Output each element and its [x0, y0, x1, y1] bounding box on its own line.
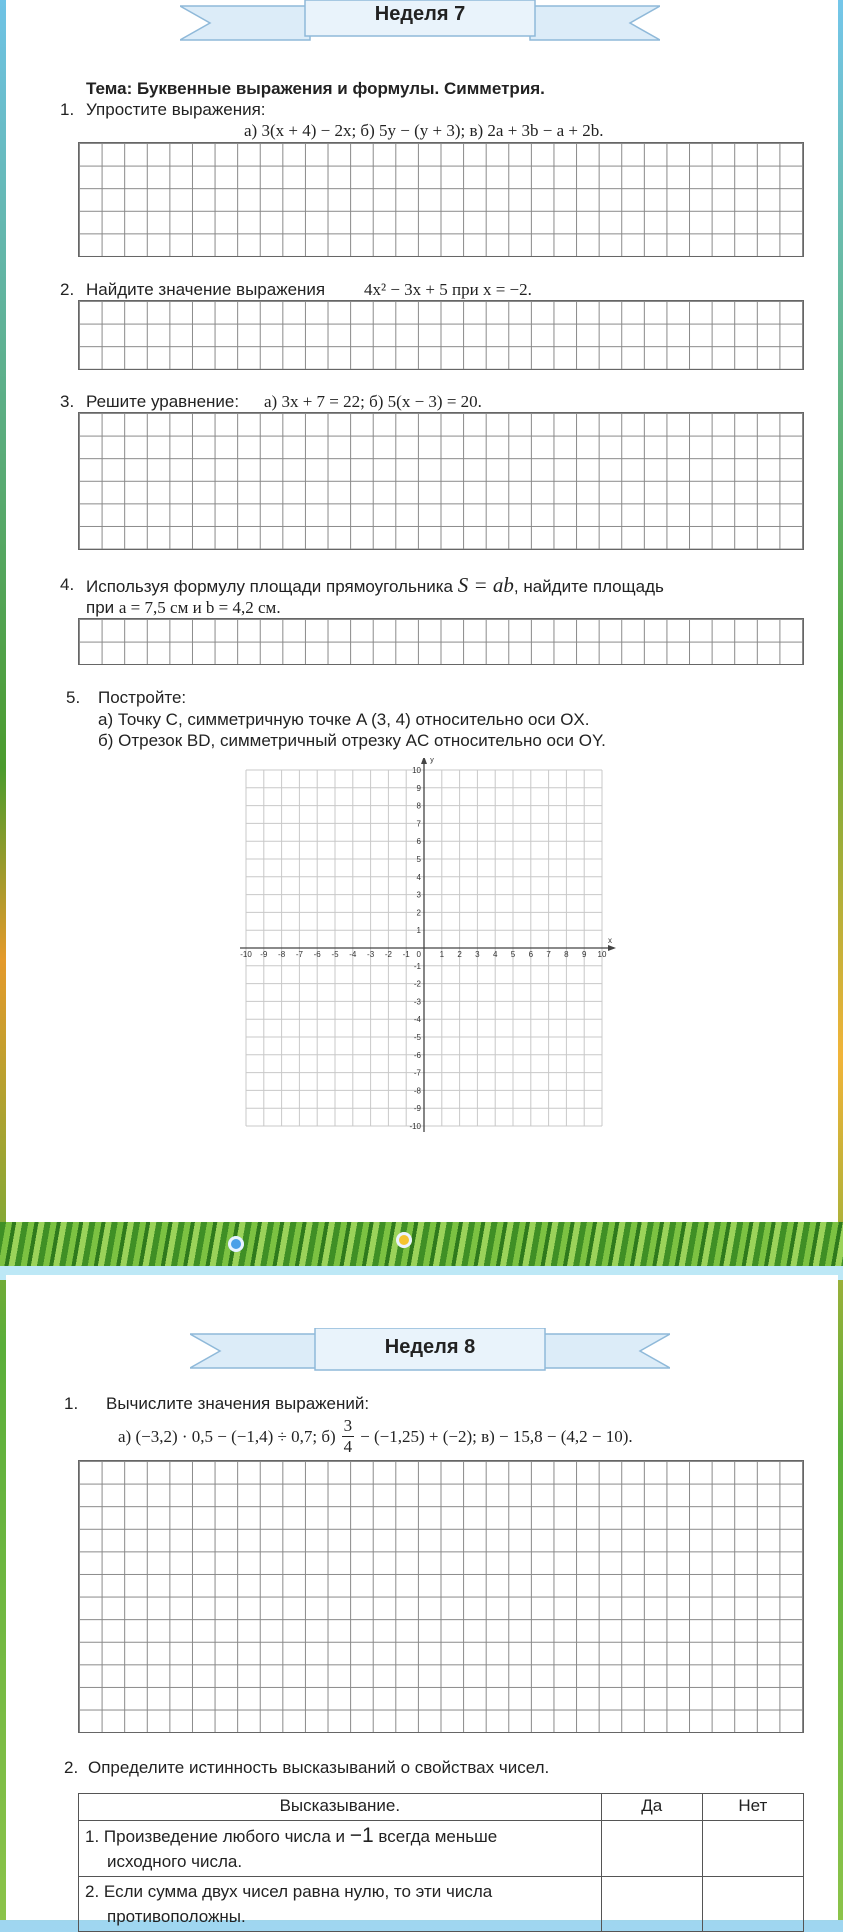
answer-grid-w8-task1[interactable] [78, 1460, 804, 1733]
y-tick-label: 3 [416, 890, 421, 900]
table-row [79, 1877, 804, 1932]
y-tick-label: -8 [413, 1086, 421, 1096]
fraction-numerator: 3 [343, 1416, 353, 1435]
statement-text-a: Если сумма двух чисел равна нулю, то эти числа [103, 1882, 493, 1901]
statement-text-a: Произведение любого числа и [103, 1827, 350, 1846]
x-tick-label: -7 [295, 950, 303, 959]
statement-negative-one: −1 [349, 1824, 374, 1847]
task5-item-b: б) Отрезок BD, симметричный отрезку AC относительно оси OY. [98, 731, 606, 750]
y-tick-label: 8 [416, 801, 421, 811]
y-tick-label: -9 [413, 1104, 421, 1114]
y-tick-label: -3 [413, 997, 421, 1007]
x-tick-label: -1 [402, 950, 410, 959]
statement-text-line2: противоположны. [107, 1907, 246, 1926]
answer-grid-task3[interactable] [78, 412, 804, 550]
x-tick-label: 6 [528, 950, 534, 959]
y-tick-label: 4 [416, 872, 421, 882]
task1-expression: а) 3(x + 4) − 2x; б) 5y − (y + 3); в) 2a + 3b − a + 2b. [244, 121, 604, 140]
x-tick-label: -5 [331, 950, 339, 959]
y-tick-label: -7 [413, 1068, 421, 1078]
x-tick-label: -6 [313, 950, 321, 959]
origin-label: 0 [416, 950, 421, 959]
x-tick-label: 8 [564, 950, 569, 959]
x-tick-label: -8 [278, 950, 286, 959]
statement-number: 1. [85, 1827, 100, 1846]
week7-topic: Тема: Буквенные выражения и формулы. Симметрия. [86, 79, 545, 98]
task3-text: Решите уравнение: [86, 392, 240, 411]
y-axis-arrow [421, 758, 427, 764]
statement-text-line2: исходного числа. [107, 1852, 243, 1871]
w8-task1-expression [118, 1416, 633, 1457]
task4-line2 [86, 598, 281, 618]
flower-decoration [396, 1232, 412, 1248]
w8-task1-expr-b: − (−1,25) + (−2); в) − 15,8 − (4,2 − 10). [360, 1426, 633, 1446]
x-tick-label: 1 [439, 950, 445, 959]
task4-text-part1: Используя формулу площади прямоугольника [86, 577, 453, 596]
coordinate-plane[interactable] [240, 758, 620, 1140]
table-row [79, 1821, 804, 1877]
y-axis-label: y [430, 758, 434, 764]
statement-text-b: всегда меньше [373, 1827, 498, 1846]
x-tick-label: -3 [367, 950, 375, 959]
y-tick-label: -10 [409, 1122, 421, 1131]
statements-table [78, 1793, 804, 1932]
week8-title: Неделя 8 [384, 1336, 476, 1358]
no-cell[interactable] [702, 1821, 803, 1877]
table-header-row [79, 1794, 804, 1821]
task2-text: Найдите значение выражения [86, 280, 326, 299]
statement-cell [79, 1877, 602, 1932]
task4-text [86, 573, 664, 598]
x-tick-label: -2 [384, 950, 392, 959]
x-tick-label: -4 [349, 950, 357, 959]
header-yes: Да [601, 1794, 702, 1821]
task5-item-a: а) Точку C, симметричную точке A (3, 4) относительно оси OX. [98, 710, 590, 729]
w8-task2-text: Определите истинность высказываний о свойствах чисел. [88, 1758, 550, 1777]
task5-number: 5. [66, 688, 81, 707]
y-tick-label: 7 [416, 819, 421, 829]
task4-text-part2: , найдите площадь [513, 577, 664, 596]
w8-task1-fraction [342, 1416, 355, 1457]
y-tick-label: -1 [413, 961, 421, 971]
x-tick-label: -10 [240, 950, 252, 959]
x-axis-arrow [608, 945, 616, 951]
yes-cell[interactable] [601, 1877, 702, 1932]
answer-grid-task1[interactable] [78, 142, 804, 257]
y-tick-label: 6 [416, 837, 421, 847]
task1-number: 1. [60, 100, 75, 119]
y-tick-label: 9 [416, 783, 421, 793]
task3-expression: а) 3x + 7 = 22; б) 5(x − 3) = 20. [264, 392, 482, 411]
x-tick-label: -9 [260, 950, 268, 959]
y-tick-label: -6 [413, 1050, 421, 1060]
x-tick-label: 9 [581, 950, 587, 959]
y-tick-label: -5 [413, 1033, 421, 1042]
task4-number: 4. [60, 575, 75, 594]
task3-number: 3. [60, 392, 75, 411]
statement-number: 2. [85, 1882, 100, 1901]
task1-text: Упростите выражения: [86, 100, 266, 119]
x-tick-label: 5 [510, 950, 516, 959]
task4-line2-prefix: при [86, 598, 115, 617]
fraction-denominator: 4 [343, 1437, 353, 1456]
y-tick-label: -4 [413, 1015, 421, 1025]
x-tick-label: 2 [457, 950, 462, 959]
answer-grid-task4[interactable] [78, 618, 804, 665]
task4-formula: S = ab [457, 573, 514, 597]
no-cell[interactable] [702, 1877, 803, 1932]
yes-cell[interactable] [601, 1821, 702, 1877]
w8-task1-number: 1. [64, 1394, 79, 1413]
x-axis-label: x [608, 936, 612, 945]
x-tick-label: 10 [597, 950, 607, 959]
statement-cell [79, 1821, 602, 1877]
w8-task2-number: 2. [64, 1758, 79, 1777]
x-tick-label: 7 [546, 950, 551, 959]
task2-number: 2. [60, 280, 75, 299]
w8-task1-text: Вычислите значения выражений: [106, 1394, 370, 1413]
flower-decoration [228, 1236, 244, 1252]
answer-grid-task2[interactable] [78, 300, 804, 370]
y-tick-label: -2 [413, 979, 421, 989]
task5-text: Постройте: [98, 688, 187, 707]
x-tick-label: 4 [492, 950, 498, 959]
y-tick-label: 1 [416, 926, 421, 936]
week7-title: Неделя 7 [374, 3, 466, 25]
y-tick-label: 5 [416, 855, 421, 864]
w8-task1-expr-a: а) (−3,2) · 0,5 − (−1,4) ÷ 0,7; б) [118, 1426, 336, 1446]
header-statement: Высказывание. [79, 1794, 602, 1821]
y-tick-label: 10 [412, 766, 421, 775]
x-tick-label: 3 [475, 950, 480, 959]
header-no: Нет [702, 1794, 803, 1821]
y-tick-label: 2 [416, 908, 421, 918]
task4-line2-expression: a = 7,5 см и b = 4,2 см. [118, 598, 281, 617]
task2-expression: 4x² − 3x + 5 при x = −2. [364, 280, 532, 299]
